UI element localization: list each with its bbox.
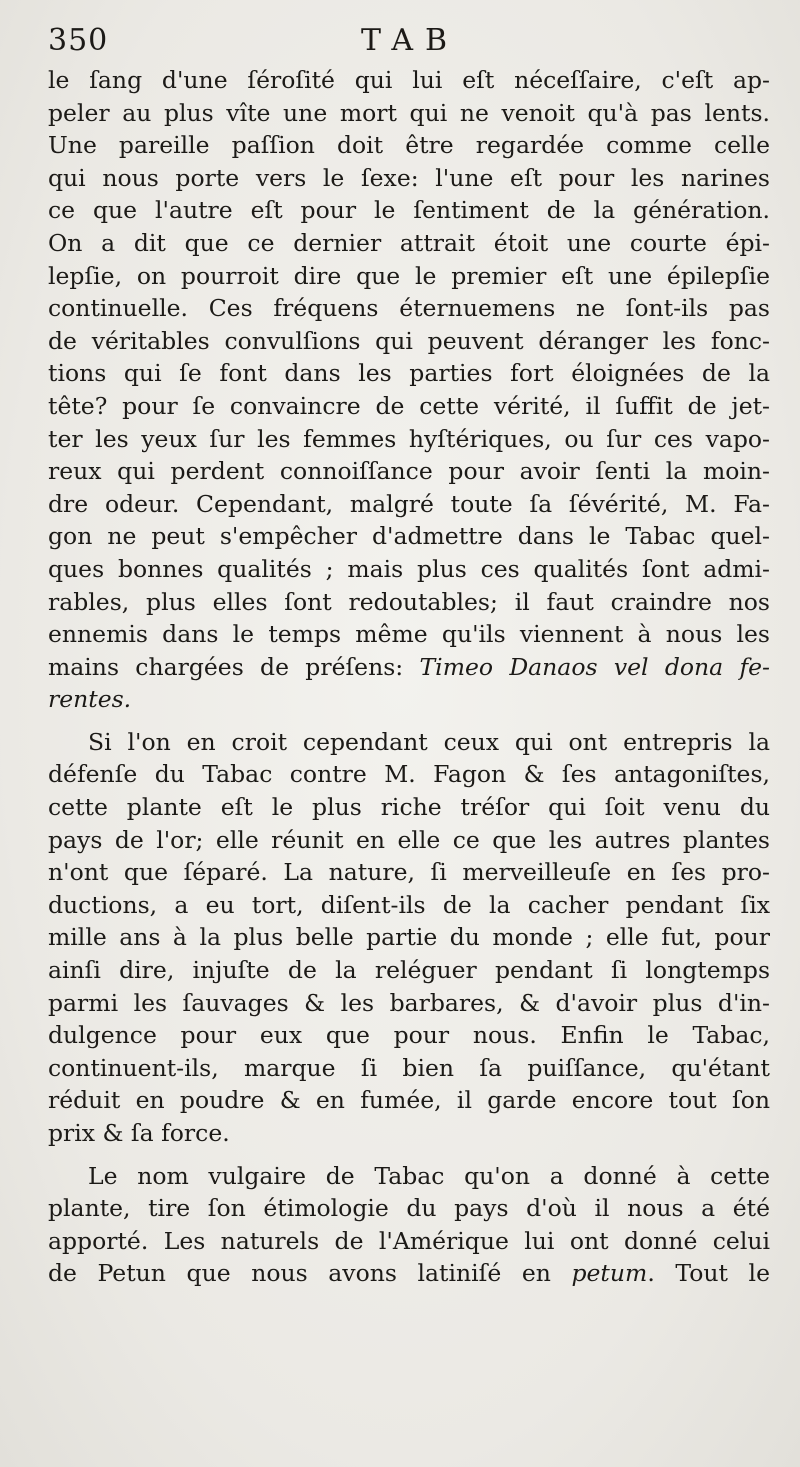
text-line: de véritables convulſions qui peuvent déranger les fonc- xyxy=(48,326,770,355)
text-line: continuelle. Ces fréquens éternuemens ne ſont-ils pas xyxy=(48,294,770,323)
text-line: On a dit que ce dernier attrait étoit une courte épi- xyxy=(48,228,770,257)
text-line: ennemis dans le temps même qu'ils viennent à nous les xyxy=(48,620,770,649)
paragraph-3 xyxy=(48,1160,770,1290)
paragraph-gap xyxy=(48,1150,770,1160)
paragraph-gap xyxy=(48,716,770,726)
paragraph-2 xyxy=(48,726,770,1150)
text-line: n'ont que ſéparé. La nature, ſi merveilleuſe en ſes pro- xyxy=(48,858,770,887)
text-fragment: . Tout le xyxy=(647,1259,770,1288)
text-fragment: de Petun que nous avons latiniſé en xyxy=(48,1259,572,1288)
text-line: réduit en poudre & en fumée, il garde encore tout ſon xyxy=(48,1086,770,1115)
text-line: pays de l'or; elle réunit en elle ce que les autres plantes xyxy=(48,825,770,854)
text-line: ce que l'autre eſt pour le ſentiment de la génération. xyxy=(48,196,770,225)
text-line: reux qui perdent connoiſſance pour avoir ſenti la moin- xyxy=(48,457,770,486)
text-line: le ſang d'une ſéroſité qui lui eſt néceſſaire, c'eſt ap- xyxy=(48,66,770,94)
paragraph-1 xyxy=(48,64,770,716)
text-line: ainſi dire, injuſte de la reléguer pendant ſi longtemps xyxy=(48,956,770,985)
text-line: tions qui ſe font dans les parties fort éloignées de la xyxy=(48,359,770,388)
latin-quotation-end: rentes. xyxy=(48,685,132,714)
text-line: Le nom vulgaire de Tabac qu'on a donné à cette xyxy=(88,1161,770,1190)
text-line: lepſie, on pourroit dire que le premier eſt une épilepſie xyxy=(48,261,770,290)
text-line: continuent-ils, marque ſi bien ſa puiſſance, qu'étant xyxy=(48,1053,770,1082)
text-line: rables, plus elles ſont redoutables; il faut craindre nos xyxy=(48,587,770,616)
text-line: dre odeur. Cependant, malgré toute ſa ſévérité, M. Fa- xyxy=(48,489,770,518)
text-line: Une pareille paſſion doit être regardée comme celle xyxy=(48,131,770,160)
text-line: qui nous porte vers le ſexe: l'une eſt pour les narines xyxy=(48,163,770,192)
text-line: plante, tire ſon étimologie du pays d'où il nous a été xyxy=(48,1194,770,1223)
text-line: Si l'on en croit cependant ceux qui ont entrepris la xyxy=(88,727,770,756)
text-line-quotation-end xyxy=(48,683,770,716)
text-line: parmi les ſauvages & les barbares, & d'avoir plus d'in- xyxy=(48,988,770,1017)
text-line-with-quotation xyxy=(48,651,770,684)
running-head: TAB xyxy=(360,23,460,58)
text-line: cette plante eſt le plus riche tréſor qui ſoit venu du xyxy=(48,793,770,822)
text-line: gon ne peut s'empêcher d'admettre dans le Tabac quel- xyxy=(48,522,770,551)
text-line: ductions, a eu tort, diſent-ils de la cacher pendant ſix xyxy=(48,890,770,919)
text-line: prix & ſa force. xyxy=(48,1119,230,1147)
text-line: défenſe du Tabac contre M. Fagon & ſes antagoniſtes, xyxy=(48,760,770,789)
text-line: ter les yeux ſur les femmes hyſtériques, ou ſur ces vapo- xyxy=(48,424,770,453)
text-line: ques bonnes qualités ; mais plus ces qualités ſont admi- xyxy=(48,554,770,583)
text-line: peler au plus vîte une mort qui ne venoit qu'à pas lents. xyxy=(48,98,770,127)
text-fragment: mains chargées de préſens: xyxy=(48,652,420,681)
text-line: dulgence pour eux que pour nous. Enfin le Tabac, xyxy=(48,1021,770,1050)
body-text xyxy=(48,64,770,1290)
text-line: apporté. Les naturels de l'Amérique lui ont donné celui xyxy=(48,1226,770,1255)
page-header xyxy=(48,18,760,64)
text-line-with-quotation xyxy=(48,1257,770,1290)
latin-word: petum xyxy=(571,1259,648,1288)
text-line: mille ans à la plus belle partie du monde ; elle fut, pour xyxy=(48,923,770,952)
text-line: tête? pour ſe convaincre de cette vérité, il ſuffit de jet- xyxy=(48,391,770,420)
latin-quotation: Timeo Danaos vel dona fe- xyxy=(419,652,770,681)
page-number: 350 xyxy=(48,23,109,58)
